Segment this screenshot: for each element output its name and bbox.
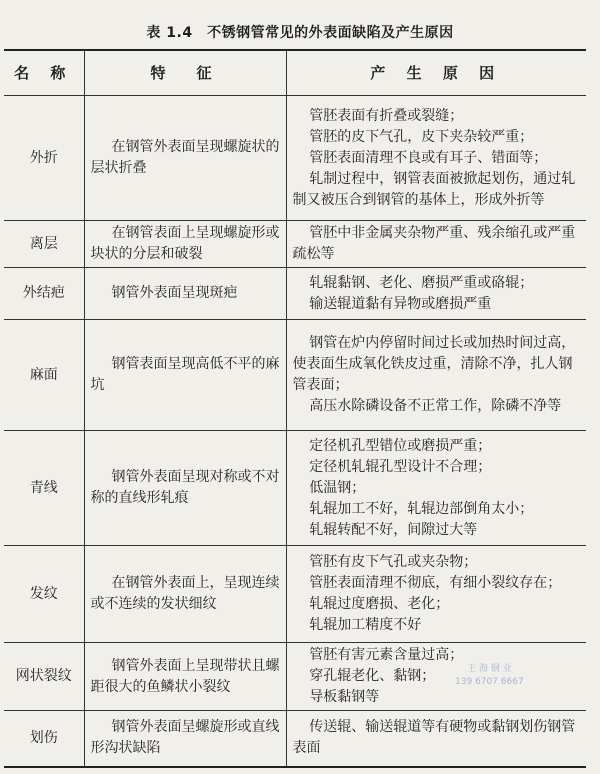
defect-name: 网状裂纹 xyxy=(4,643,84,711)
defect-causes xyxy=(286,320,586,431)
cause-item: 高压水除磷设备不正常工作，除磷不净等 xyxy=(309,398,562,414)
defect-causes xyxy=(286,643,586,711)
defect-causes xyxy=(286,96,586,221)
table-row xyxy=(4,431,586,546)
cause-item: 轧辊转配不好，间隙过大等 xyxy=(309,521,478,538)
defect-feature: 钢管外表面呈现斑疤 xyxy=(84,268,286,320)
cause-item: 导板黏钢等 xyxy=(309,689,380,705)
defect-causes xyxy=(286,221,586,268)
table-row xyxy=(4,546,586,643)
defect-feature: 钢管外表面呈螺旋形或直线形沟状缺陷 xyxy=(84,711,286,767)
defect-feature: 在钢管外表面呈现螺旋状的层状折叠 xyxy=(84,96,286,221)
header-cause: 产 生 原 因 xyxy=(286,50,586,96)
table-row xyxy=(4,711,586,767)
defect-name: 发纹 xyxy=(4,546,84,643)
cause-item: 管胚有皮下气孔或夹杂物； xyxy=(309,554,478,570)
header-name: 名 称 xyxy=(4,50,84,96)
cause-item: 定径机孔型错位或磨损严重； xyxy=(309,437,492,454)
watermark xyxy=(455,663,524,689)
defect-causes xyxy=(286,268,586,320)
cause-item: 钢管在炉内停留时间过长或加热时间过高，使表面生成氧化铁皮过重，清除不净，扎人钢管表面； xyxy=(292,335,576,393)
cause-item: 轧辊加工不好，轧辊边部倒角太小； xyxy=(309,500,534,517)
defect-name: 外折 xyxy=(4,96,84,221)
cause-item: 管胚的皮下气孔，皮下夹杂较严重； xyxy=(309,128,534,145)
cause-item: 轧辊黏钢、老化、磨损严重或硌辊； xyxy=(309,274,534,291)
defect-feature: 钢管外表面呈现对称或不对称的直线形轧痕 xyxy=(84,431,286,546)
header-row xyxy=(4,50,586,96)
defect-name: 离层 xyxy=(4,221,84,268)
table-row xyxy=(4,268,586,320)
watermark-line2: 139 6707 6667 xyxy=(455,677,524,687)
cause-item: 管胚有害元素含量过高； xyxy=(309,647,464,663)
defect-feature: 钢管表面呈现高低不平的麻坑 xyxy=(84,320,286,431)
cause-item: 轧辊过度磨损、老化； xyxy=(309,596,450,612)
cause-item: 轧辊加工精度不好 xyxy=(309,617,422,633)
defect-feature: 在钢管表面上呈现螺旋形或块状的分层和破裂 xyxy=(84,221,286,268)
table-row xyxy=(4,96,586,221)
cause-item: 低温钢； xyxy=(309,479,366,496)
defect-name: 划伤 xyxy=(4,711,84,767)
table-row xyxy=(4,221,586,268)
defect-name: 麻面 xyxy=(4,320,84,431)
defects-table xyxy=(4,49,586,768)
defect-feature: 钢管外表面上呈现带状且螺距很大的鱼鳞状小裂纹 xyxy=(84,643,286,711)
cause-item: 轧制过程中，钢管表面被掀起划伤，通过轧制又被压合到钢管的基体上，形成外折等 xyxy=(292,170,576,208)
cause-item: 输送辊道黏有异物或磨损严重 xyxy=(309,295,492,312)
defect-name: 青线 xyxy=(4,431,84,546)
cause-item: 传送辊、输送辊道等有硬物或黏钢划伤钢管表面 xyxy=(292,719,576,757)
cause-item: 定径机轧辊孔型设计不合理； xyxy=(309,458,492,475)
table-row xyxy=(4,320,586,431)
cause-item: 穿孔辊老化、黏钢； xyxy=(309,668,436,684)
cause-item: 管胚表面清理不良或有耳子、错面等； xyxy=(309,149,548,166)
defect-name: 外结疤 xyxy=(4,268,84,320)
cause-item: 管胚中非金属夹杂物严重、残余缩孔或严重疏松等 xyxy=(292,225,576,262)
header-feature: 特 征 xyxy=(84,50,286,96)
defect-feature: 在钢管外表面上，呈现连续或不连续的发状细纹 xyxy=(84,546,286,643)
defect-causes xyxy=(286,431,586,546)
cause-item: 管胚表面有折叠或裂缝； xyxy=(309,107,464,124)
defect-causes xyxy=(286,546,586,643)
watermark-line1: 王 海 钢 业 xyxy=(467,664,512,674)
defect-causes xyxy=(286,711,586,767)
table-title: 表 1.4 不锈钢管常见的外表面缺陷及产生原因 xyxy=(146,25,454,41)
cause-item: 管胚表面清理不彻底，有细小裂纹存在； xyxy=(309,575,562,591)
